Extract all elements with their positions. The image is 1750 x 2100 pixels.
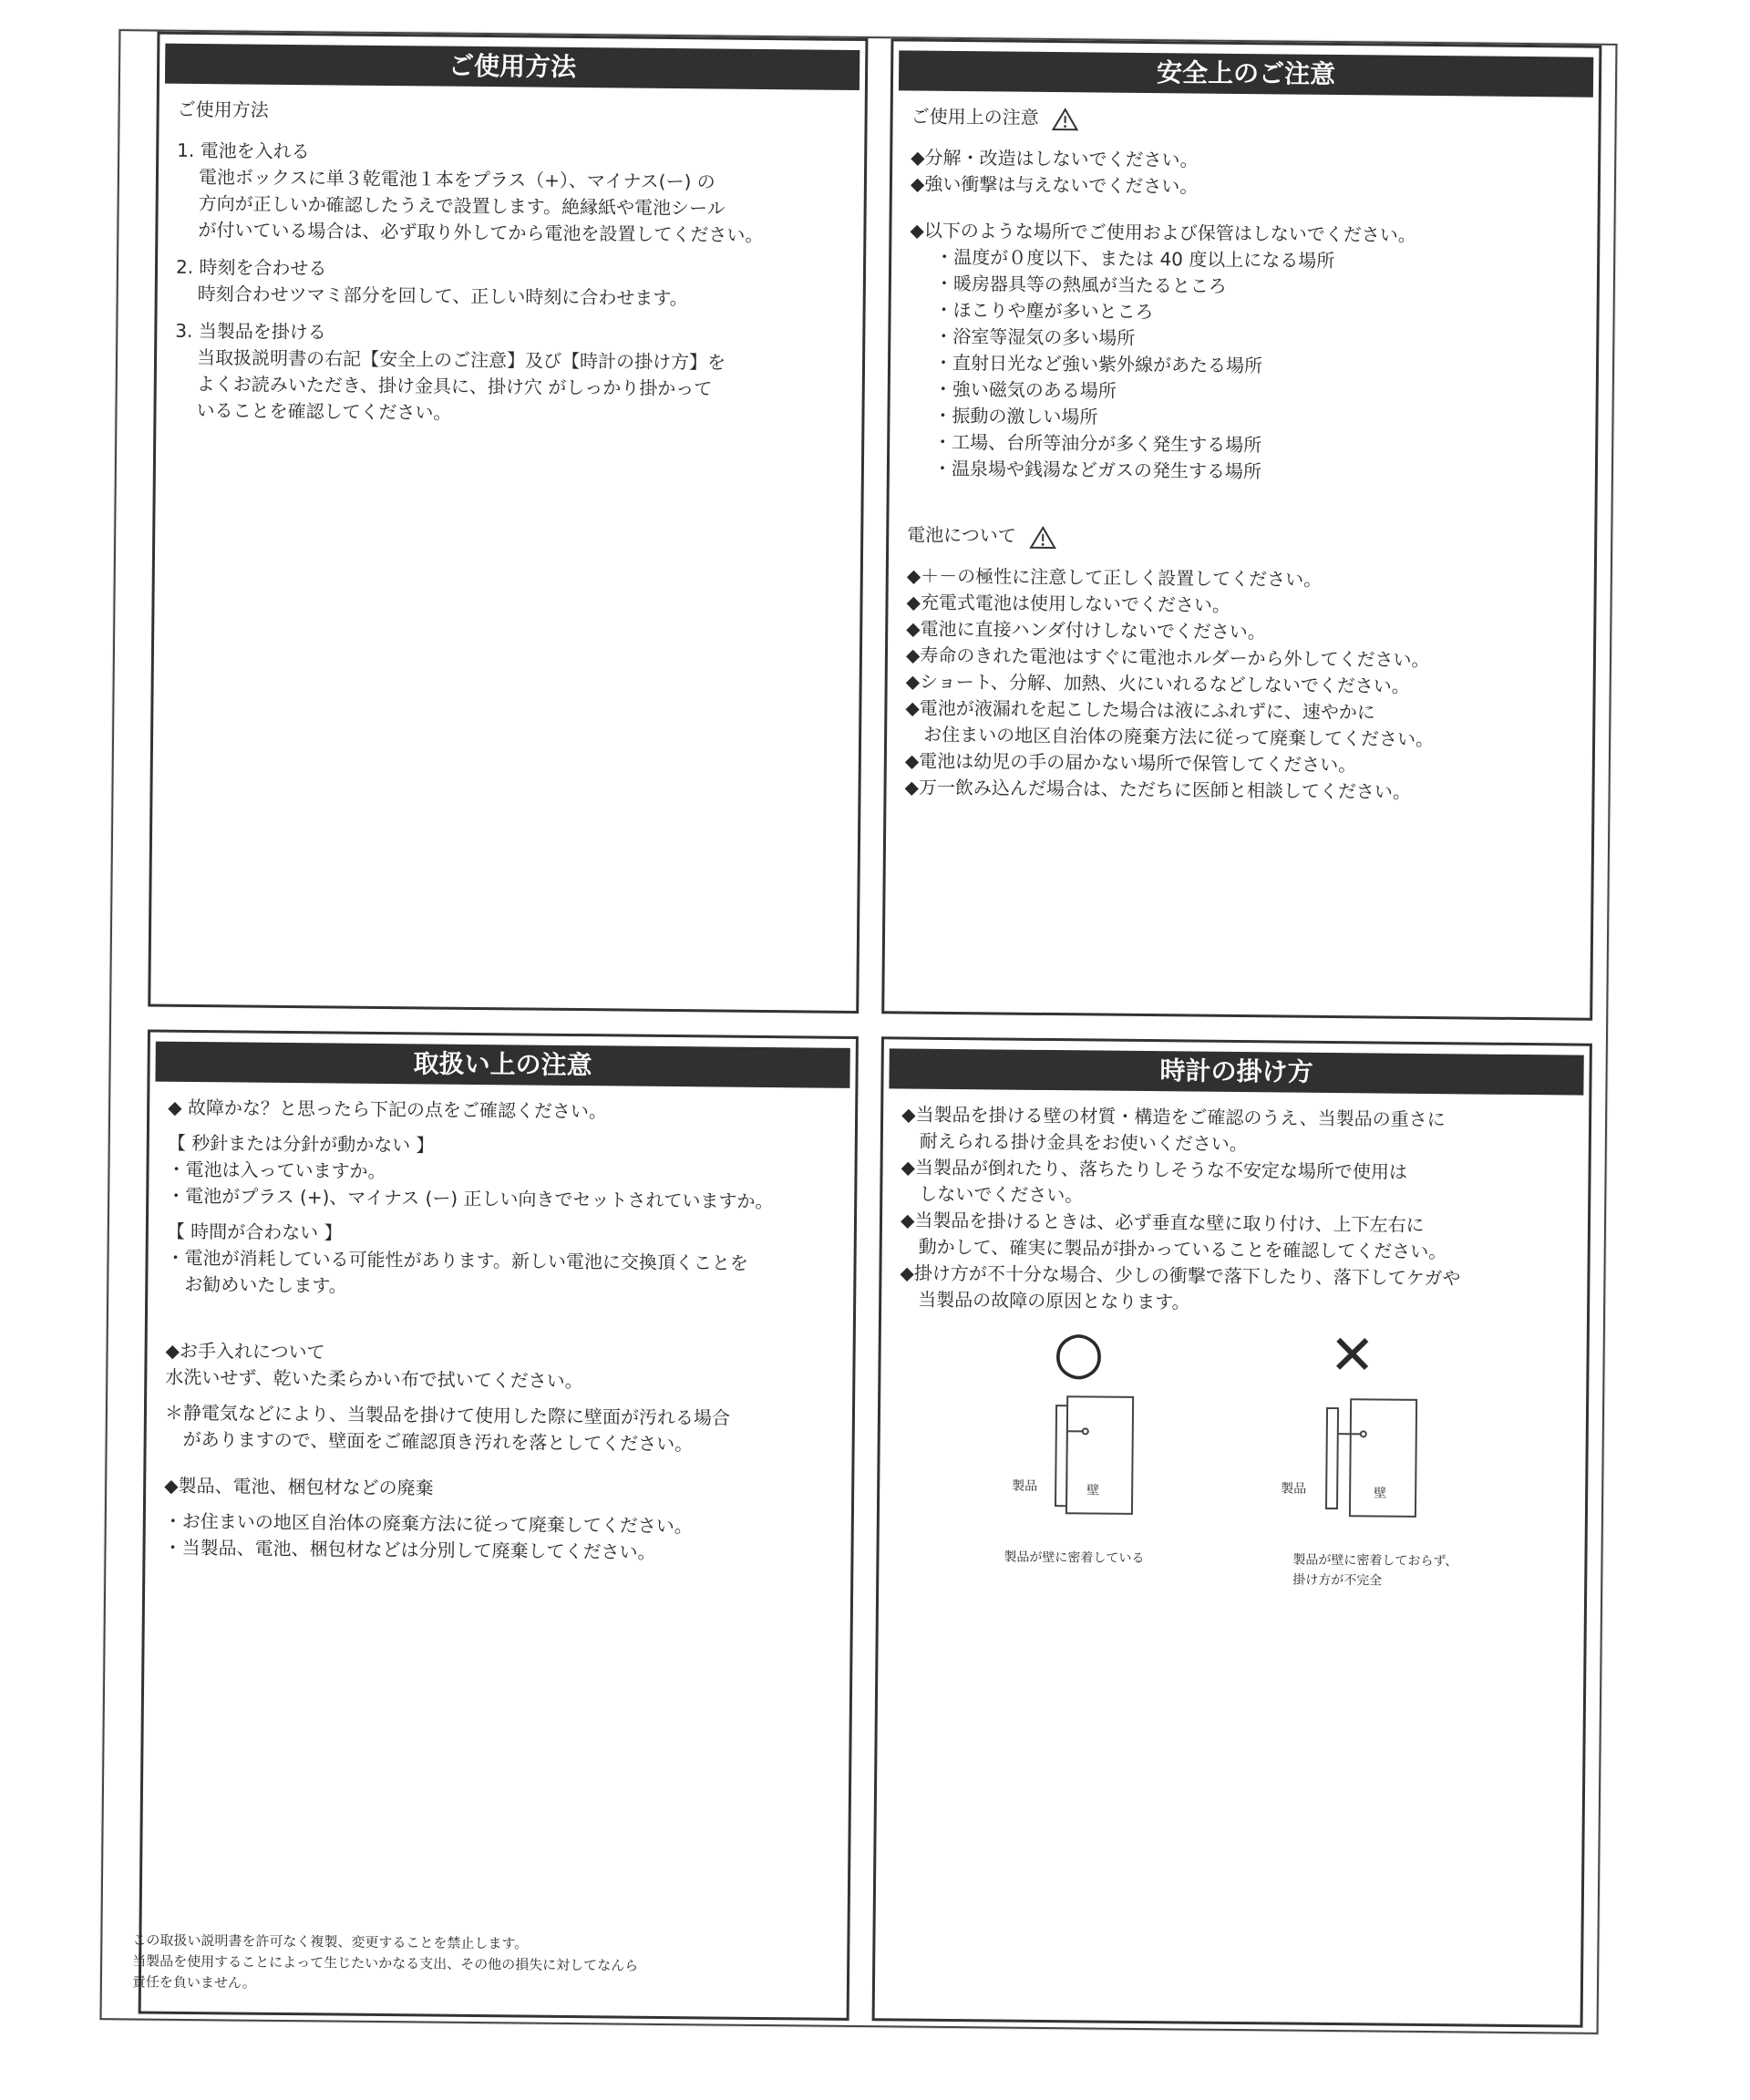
wall-label: 壁 (1086, 1483, 1100, 1498)
hanging-item: しないでください。 (901, 1182, 1084, 1207)
usage-step-1 (176, 138, 846, 250)
instruction-sheet (100, 29, 1618, 2034)
battery-item: ◆電池に直接ハンダ付けしないでください。 (906, 617, 1266, 643)
step-line: 方向が正しいか確認したうえで設置します。絶縁紙や電池シール (198, 192, 726, 220)
hanging-item: ◆当製品が倒れたり、落ちたりしそうな不安定な場所で使用は (901, 1156, 1408, 1183)
case2-item: お勧めいたします。 (166, 1272, 347, 1297)
warning-icon (1029, 525, 1056, 549)
hanging-panel (872, 1036, 1592, 2027)
place-item: ・温度が０度以下、または 40 度以上になる場所 (935, 245, 1335, 272)
place-item: ・強い磁気のある場所 (933, 377, 1117, 402)
handling-panel (131, 1030, 859, 2021)
battery-item: ◆＋－の極性に注意して正しく設置してください。 (906, 564, 1323, 591)
hanging-item: ◆当製品を掛ける壁の材質・構造をご確認のうえ、当製品の重さに (901, 1103, 1446, 1131)
step-title: 2. 時刻を合わせる (175, 255, 327, 280)
usage-item: ◆分解・改造はしないでください。 (911, 146, 1199, 171)
safety-panel (881, 38, 1601, 1020)
hanging-item: 当製品の故障の原因となります。 (900, 1288, 1190, 1313)
battery-item: ◆充電式電池は使用しないでください。 (906, 591, 1231, 616)
step-title: 1. 電池を入れる (177, 139, 310, 163)
product-label: 製品 (1012, 1478, 1038, 1494)
place-item: ・振動の激しい場所 (933, 404, 1098, 428)
step-line: よくお読みいただき、掛け金具に、掛け穴 がしっかり掛かって (196, 372, 713, 400)
hanging-item: 耐えられる掛け金具をお使いください。 (901, 1129, 1248, 1156)
bad-hanging-figure (1280, 1325, 1519, 1601)
case1-item: ・電池がプラス (+)、マイナス (ー) 正しい向きでセットされていますか。 (167, 1184, 774, 1213)
step-line: 時刻合わせツマミ部分を回して、正しい時刻に合わせます。 (197, 283, 688, 310)
step-line: 電池ボックスに単３乾電池１本をプラス（+）、マイナス(ー) の (198, 166, 715, 193)
usage-subtitle: ご使用方法 (177, 98, 269, 121)
place-item: ・暖房器具等の熱風が当たるところ (934, 272, 1227, 297)
bad-mark: ✕ (1329, 1323, 1376, 1388)
good-mark: ○ (1053, 1319, 1105, 1387)
disposal-item: ・当製品、電池、梱包材などは分別して廃棄してください。 (163, 1536, 656, 1563)
usage-caution-label: ご使用上の注意 (911, 105, 1039, 129)
bad-caption: 製品が壁に密着しておらず、 (1292, 1552, 1458, 1570)
disposal-title: ◆製品、電池、梱包材などの廃棄 (164, 1474, 434, 1499)
disclaimer-footer (132, 1930, 771, 1999)
step-line: が付いている場合は、必ず取り外してから電池を設置してください。 (198, 219, 764, 246)
place-item: ・直射日光など強い紫外線があたる場所 (933, 351, 1263, 377)
safety-header: 安全上のご注意 (899, 50, 1593, 97)
care-note: がありますので、壁面をご確認頂き汚れを落としてください。 (164, 1427, 694, 1456)
case1-title: 【 秒針または分針が動かない 】 (167, 1131, 435, 1157)
battery-item: お住まいの地区自治体の廃棄方法に従って廃棄してください。 (905, 723, 1435, 751)
hanging-item: 動かして、確実に製品が掛かっていることを確認してください。 (900, 1235, 1447, 1263)
battery-item: ◆寿命のきれた電池はすぐに電池ホルダーから外してください。 (905, 643, 1430, 671)
usage-item: ◆強い衝撃は与えないでください。 (910, 172, 1199, 198)
good-hanging-figure (1004, 1319, 1196, 1580)
footer-line: この取扱い説明書を許可なく複製、変更することを禁止します。 (132, 1931, 529, 1952)
battery-item: ◆電池は幼児の手の届かない場所で保管してください。 (904, 749, 1357, 777)
case2-title: 【 時間が合わない 】 (166, 1220, 343, 1244)
bad-caption: 掛け方が不完全 (1292, 1572, 1383, 1589)
product-label: 製品 (1281, 1481, 1307, 1497)
case2-item: ・電池が消耗している可能性があります。新しい電池に交換頂くことを (166, 1246, 749, 1274)
care-text: 水洗いせず、乾いた柔らかい布で拭いてください。 (165, 1365, 583, 1393)
place-item: ・工場、台所等油分が多く発生する場所 (933, 430, 1262, 457)
battery-item: ◆万一飲み込んだ場合は、ただちに医師と相談してください。 (904, 776, 1412, 803)
place-item: ・ほこりや塵が多いところ (934, 298, 1154, 324)
footer-line: 当製品を使用することによって生じたいかなる支出、その他の損失に対してなんら (132, 1952, 639, 1974)
handling-intro: ◆ 故障かな？と思ったら下記の点をご確認ください。 (168, 1096, 608, 1123)
hanging-header: 時計の掛け方 (889, 1048, 1583, 1095)
care-title: ◆お手入れについて (165, 1339, 325, 1364)
case1-item: ・電池は入っていますか。 (167, 1158, 386, 1183)
hanging-item: ◆掛け方が不十分な場合、少しの衝撃で落下したり、落下してケガや (900, 1261, 1461, 1290)
usage-caution-title (911, 104, 1580, 137)
good-caption: 製品が壁に密着している (1004, 1549, 1145, 1567)
battery-item: ◆電池が液漏れを起こした場合は液にふれずに、速やかに (905, 696, 1375, 724)
good-wall-diagram (1012, 1387, 1195, 1526)
step-title: 3. 当製品を掛ける (175, 319, 326, 344)
step-line: 当取扱説明書の右記【安全上のご注意】及び【時計の掛け方】を (196, 345, 726, 374)
usage-step-2 (176, 254, 846, 314)
usage-header: ご使用方法 (165, 44, 860, 90)
bad-wall-diagram (1281, 1389, 1464, 1528)
warning-icon (1052, 107, 1079, 130)
battery-caution-title (907, 521, 1576, 554)
footer-line: 責任を負いません。 (131, 1973, 256, 1992)
wall-label: 壁 (1374, 1486, 1387, 1501)
place-item: ・温泉場や銭湯などガスの発生する場所 (932, 457, 1262, 483)
battery-item: ◆ショート、分解、加熱、火にいれるなどしないでください。 (905, 670, 1410, 697)
place-title: ◆以下のような場所でご使用および保管はしないでください。 (910, 219, 1416, 246)
usage-panel (148, 32, 868, 1014)
place-item: ・浴室等湿気の多い場所 (934, 324, 1136, 349)
hanging-item: ◆当製品を掛けるときは、必ず垂直な壁に取り付け、上下左右に (900, 1209, 1425, 1236)
handling-header: 取扱い上の注意 (155, 1042, 849, 1088)
usage-step-3 (174, 318, 844, 430)
battery-caution-label: 電池について (907, 523, 1016, 547)
care-note: ＊静電気などにより、当製品を掛けて使用した際に壁面が汚れる場合 (164, 1401, 731, 1429)
disposal-item: ・お住まいの地区自治体の廃棄方法に従って廃棄してください。 (163, 1509, 693, 1538)
step-line: いることを確認してください。 (196, 398, 452, 424)
